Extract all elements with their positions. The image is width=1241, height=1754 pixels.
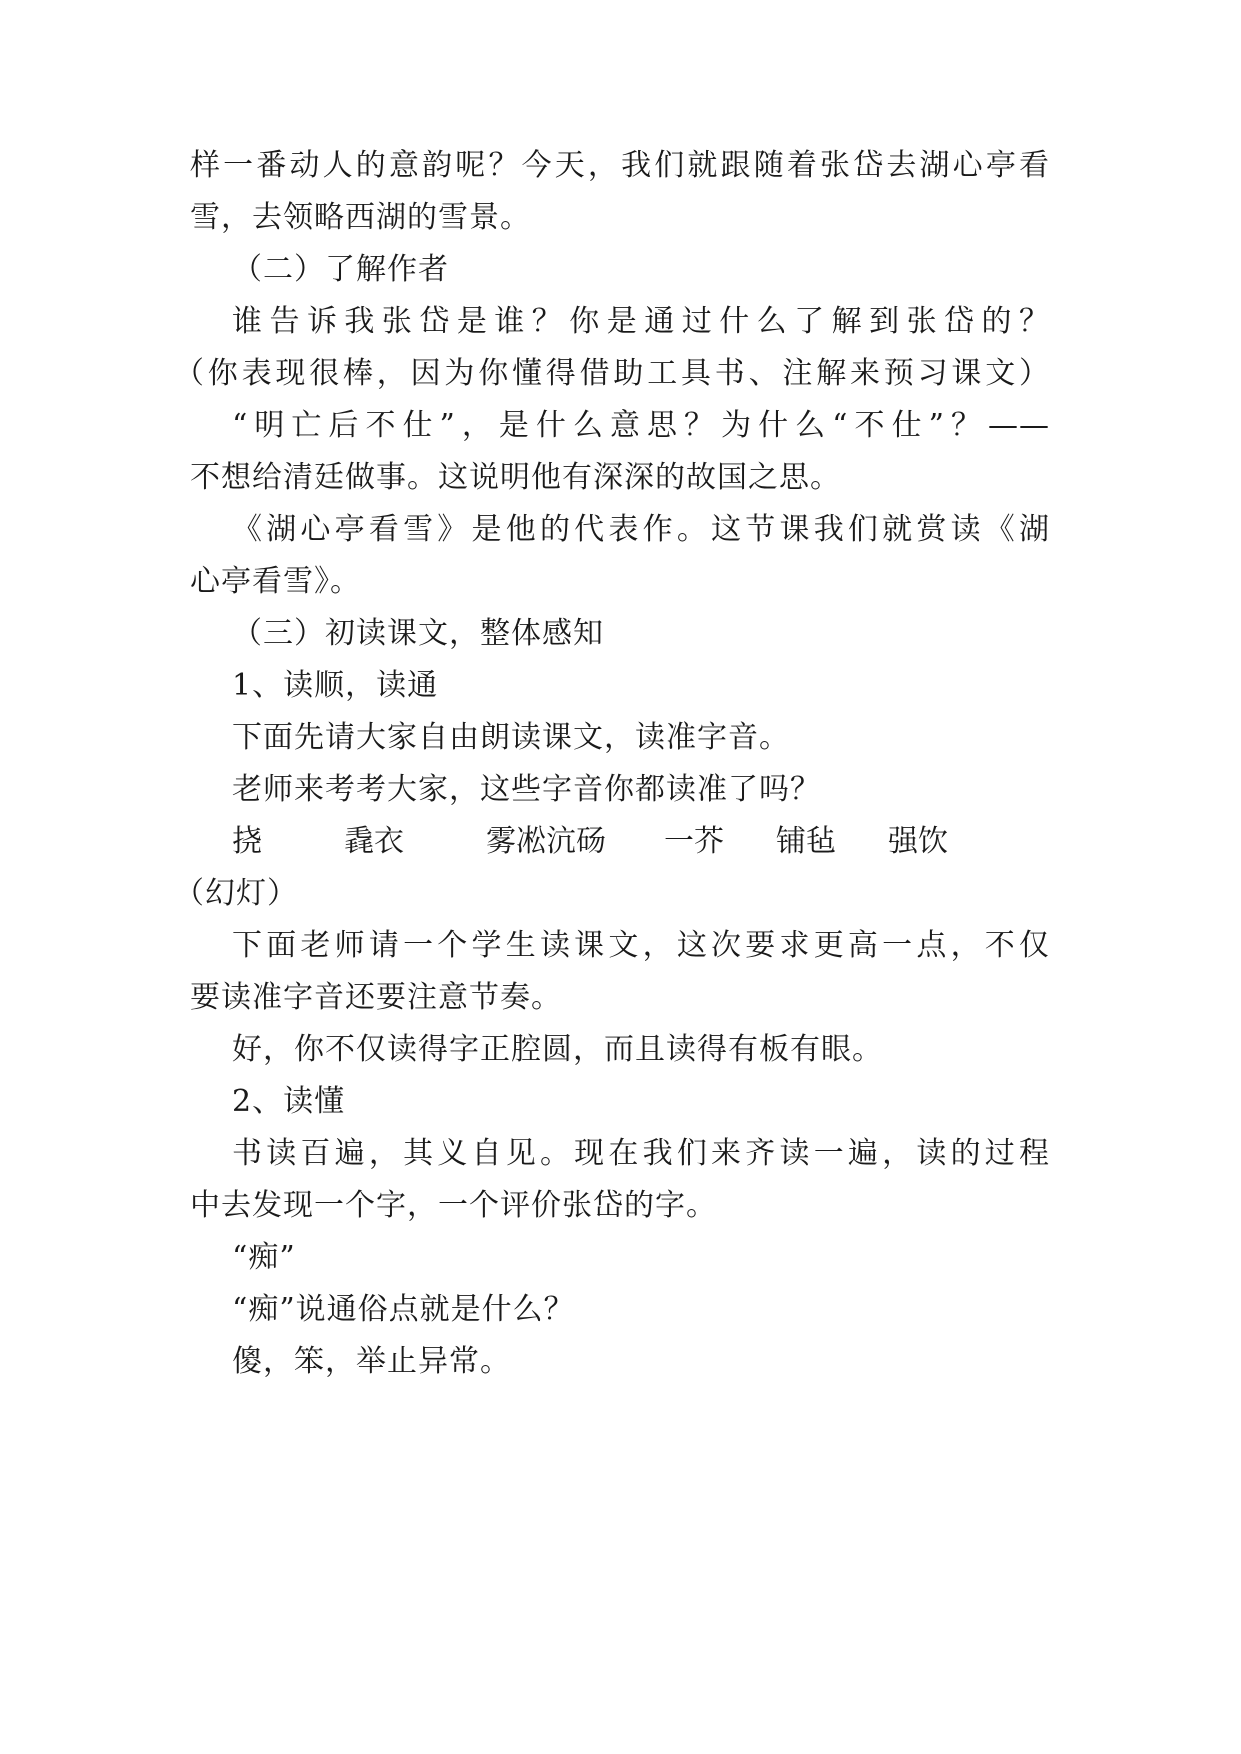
vocab-word: 强饮 (888, 824, 948, 859)
vocab-word: 雾凇沆砀 (486, 824, 606, 859)
subsection-heading: 1、读顺，读通 (232, 668, 439, 703)
paragraph-line: 谁告诉我张岱是谁？你是通过什么了解到张岱的？ (232, 304, 1050, 339)
section-heading: （三）初读课文，整体感知 (232, 616, 604, 651)
paragraph-line: 老师来考考大家，这些字音你都读准了吗？ (232, 772, 821, 807)
paragraph-line: 雪，去领略西湖的雪景。 (190, 200, 531, 235)
subsection-heading: 2、读懂 (232, 1084, 346, 1119)
vocab-word: 一芥 (664, 824, 724, 859)
paragraph-line: 下面老师请一个学生读课文，这次要求更高一点，不仅 (232, 928, 1050, 963)
paragraph-line: 中去发现一个字，一个评价张岱的字。 (190, 1188, 717, 1223)
vocab-word: 毳衣 (344, 824, 404, 859)
paragraph-line: “明亡后不仕”，是什么意思？为什么“不仕”？—— (232, 408, 1050, 443)
paragraph-line: 要读准字音还要注意节奏。 (190, 980, 562, 1015)
section-heading: （二）了解作者 (232, 252, 449, 287)
paragraph-line: （你表现很棒，因为你懂得借助工具书、注解来预习课文） (174, 356, 1050, 391)
vocab-word: 铺毡 (776, 824, 836, 859)
paragraph-line: “痴”说通俗点就是什么？ (232, 1292, 575, 1327)
paragraph-line: 《湖心亭看雪》是他的代表作。这节课我们就赏读《湖 (232, 512, 1050, 547)
paragraph-line: （幻灯） (174, 876, 298, 911)
paragraph-line: 不想给清廷做事。这说明他有深深的故国之思。 (190, 460, 841, 495)
paragraph-line: 样一番动人的意韵呢？今天，我们就跟随着张岱去湖心亭看 (190, 148, 1050, 183)
paragraph-line: 下面先请大家自由朗读课文，读准字音。 (232, 720, 790, 755)
vocab-word: 挠 (232, 824, 262, 859)
paragraph-line: 傻，笨，举止异常。 (232, 1344, 511, 1379)
paragraph-line: 书读百遍，其义自见。现在我们来齐读一遍，读的过程 (232, 1136, 1050, 1171)
paragraph-line: 心亭看雪》。 (190, 564, 361, 599)
paragraph-line: “痴” (232, 1240, 296, 1275)
paragraph-line: 好，你不仅读得字正腔圆，而且读得有板有眼。 (232, 1032, 883, 1067)
